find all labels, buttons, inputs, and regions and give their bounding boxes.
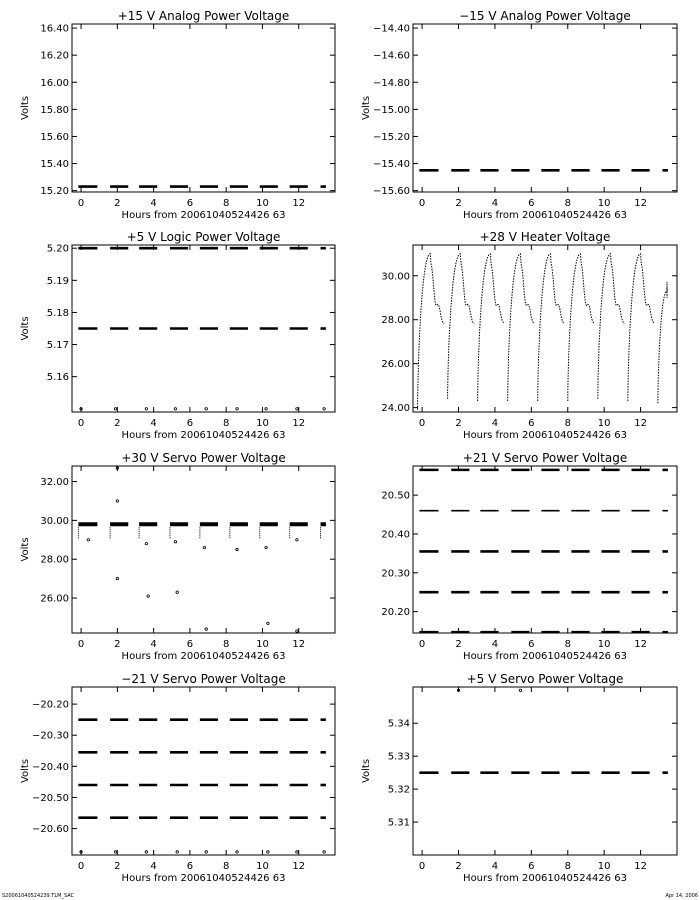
x-tick-label: 2 bbox=[114, 198, 121, 209]
x-tick-label: 4 bbox=[491, 861, 499, 872]
outlier-point bbox=[116, 500, 118, 502]
x-axis-label: Hours from 20061040524426 63 bbox=[121, 651, 286, 662]
x-axis-label: Hours from 20061040524426 63 bbox=[463, 210, 627, 221]
y-tick-label: −15.40 bbox=[372, 159, 410, 171]
x-tick-label: 8 bbox=[564, 418, 571, 429]
y-tick-label: 20.30 bbox=[381, 568, 410, 580]
chart-title: +15 V Analog Power Voltage bbox=[117, 9, 290, 23]
y-tick-label: 20.50 bbox=[381, 490, 410, 502]
y-tick-label: 20.40 bbox=[381, 529, 410, 541]
plot-frame bbox=[72, 24, 335, 192]
outlier-point bbox=[176, 591, 178, 593]
x-tick-label: 0 bbox=[418, 198, 426, 209]
heater-cycle-trace bbox=[598, 254, 624, 399]
y-tick-label: −15.20 bbox=[372, 131, 410, 143]
x-tick-label: 10 bbox=[256, 198, 269, 209]
y-tick-label: 5.20 bbox=[46, 243, 69, 255]
x-tick-label: 6 bbox=[528, 418, 535, 429]
x-tick-label: 10 bbox=[597, 198, 611, 209]
chart-panel bbox=[361, 9, 677, 221]
y-axis-label: Volts bbox=[20, 95, 31, 121]
y-tick-label: 5.33 bbox=[387, 751, 410, 763]
heater-cycle-trace bbox=[508, 254, 534, 401]
chart-title: −21 V Servo Power Voltage bbox=[121, 672, 286, 686]
chart-title: +30 V Servo Power Voltage bbox=[121, 451, 286, 465]
y-tick-label: −20.20 bbox=[31, 699, 69, 711]
x-tick-label: 8 bbox=[564, 198, 571, 209]
outlier-point bbox=[296, 851, 298, 853]
chart-panel bbox=[361, 672, 677, 884]
outlier-point bbox=[145, 542, 147, 544]
outlier-point bbox=[145, 408, 147, 410]
outlier-point bbox=[323, 851, 325, 853]
outlier-point bbox=[267, 851, 269, 853]
chart-panel bbox=[20, 230, 335, 441]
y-tick-label: 5.19 bbox=[46, 275, 69, 287]
outlier-point bbox=[116, 577, 118, 579]
y-tick-label: 28.00 bbox=[40, 554, 69, 566]
y-tick-label: −20.50 bbox=[31, 792, 69, 804]
x-tick-label: 12 bbox=[292, 198, 306, 209]
x-tick-label: 0 bbox=[418, 639, 426, 650]
heater-cycle-trace bbox=[658, 282, 667, 403]
x-tick-label: 4 bbox=[491, 639, 499, 650]
y-tick-label: −14.80 bbox=[372, 77, 410, 89]
y-tick-label: −15.60 bbox=[372, 186, 410, 198]
y-tick-label: 30.00 bbox=[40, 515, 69, 527]
y-tick-label: 5.17 bbox=[46, 340, 69, 352]
x-tick-label: 4 bbox=[150, 861, 157, 872]
x-tick-label: 10 bbox=[597, 639, 611, 650]
x-tick-label: 0 bbox=[77, 418, 85, 429]
footer-date: Apr 14, 2006 bbox=[665, 893, 698, 899]
x-tick-label: 8 bbox=[564, 639, 571, 650]
x-tick-label: 0 bbox=[77, 639, 85, 650]
chart-panel bbox=[381, 230, 677, 441]
x-tick-label: 0 bbox=[77, 861, 85, 872]
y-tick-label: 32.00 bbox=[40, 477, 69, 489]
x-tick-label: 12 bbox=[634, 198, 647, 209]
x-axis-label: Hours from 20061040524426 63 bbox=[463, 651, 627, 662]
y-tick-label: 5.16 bbox=[46, 372, 69, 384]
outlier-point bbox=[114, 408, 116, 410]
outlier-point bbox=[296, 539, 298, 541]
chart-panel bbox=[20, 451, 335, 662]
x-tick-label: 10 bbox=[256, 639, 269, 650]
plot-frame bbox=[72, 687, 335, 855]
y-axis-label: Volts bbox=[20, 537, 31, 562]
heater-cycle-trace bbox=[448, 254, 474, 399]
y-axis-label: Volts bbox=[20, 316, 31, 341]
y-tick-label: 24.00 bbox=[381, 403, 410, 415]
outlier-point bbox=[267, 622, 269, 624]
chart-panel bbox=[381, 451, 677, 662]
x-axis-label: Hours from 20061040524426 63 bbox=[121, 210, 286, 221]
y-tick-label: −20.30 bbox=[31, 730, 69, 742]
y-tick-label: 15.60 bbox=[40, 131, 69, 143]
x-tick-label: 6 bbox=[186, 639, 194, 650]
y-tick-label: 5.34 bbox=[387, 718, 410, 730]
heater-cycle-trace bbox=[628, 254, 654, 401]
outlier-point bbox=[519, 689, 521, 691]
outlier-point bbox=[176, 851, 178, 853]
x-axis-label: Hours from 20061040524426 63 bbox=[463, 430, 627, 441]
x-tick-label: 4 bbox=[150, 198, 157, 209]
heater-cycle-trace bbox=[418, 254, 444, 410]
outlier-point bbox=[114, 851, 116, 853]
y-tick-label: 16.20 bbox=[40, 50, 69, 62]
y-axis-label: Volts bbox=[361, 95, 372, 121]
x-tick-label: 6 bbox=[186, 861, 194, 872]
y-tick-label: −20.40 bbox=[31, 761, 69, 773]
chart-title: +5 V Servo Power Voltage bbox=[466, 672, 624, 686]
outlier-point bbox=[87, 539, 89, 541]
x-tick-label: 0 bbox=[418, 418, 426, 429]
x-tick-label: 12 bbox=[634, 861, 647, 872]
outlier-point bbox=[147, 595, 149, 597]
outlier-point bbox=[236, 851, 238, 853]
y-tick-label: 15.20 bbox=[40, 186, 69, 198]
x-tick-label: 10 bbox=[597, 418, 611, 429]
y-tick-label: 16.00 bbox=[40, 77, 69, 89]
chart-title: +28 V Heater Voltage bbox=[479, 230, 611, 244]
plot-frame bbox=[413, 245, 677, 412]
plot-frame bbox=[413, 687, 677, 855]
heater-cycle-trace bbox=[478, 254, 504, 401]
x-tick-label: 2 bbox=[114, 418, 121, 429]
footer-source-file: S20061040524239.TLM_SAC bbox=[2, 893, 75, 899]
x-tick-label: 12 bbox=[634, 418, 647, 429]
y-axis-label: Volts bbox=[20, 758, 31, 784]
x-tick-label: 6 bbox=[186, 198, 194, 209]
y-axis-label: Volts bbox=[361, 758, 372, 784]
x-tick-label: 2 bbox=[455, 639, 462, 650]
y-tick-label: −15.00 bbox=[372, 104, 410, 116]
x-tick-label: 12 bbox=[292, 639, 306, 650]
x-tick-label: 4 bbox=[491, 418, 499, 429]
outlier-point bbox=[174, 541, 176, 543]
x-tick-label: 8 bbox=[222, 198, 230, 209]
x-tick-label: 10 bbox=[256, 418, 269, 429]
outlier-point bbox=[145, 851, 147, 853]
chart-panel bbox=[20, 672, 335, 884]
plot-frame bbox=[413, 24, 677, 192]
x-tick-label: 4 bbox=[491, 198, 499, 209]
y-tick-label: 28.00 bbox=[381, 315, 410, 327]
outlier-point bbox=[205, 851, 207, 853]
y-tick-label: 5.31 bbox=[387, 817, 410, 829]
chart-title: +5 V Logic Power Voltage bbox=[126, 230, 281, 244]
x-tick-label: 8 bbox=[222, 418, 230, 429]
y-tick-label: 30.00 bbox=[381, 271, 410, 283]
y-tick-label: 15.80 bbox=[40, 104, 69, 116]
plot-frame bbox=[413, 466, 677, 633]
y-tick-label: 5.32 bbox=[387, 784, 410, 796]
outlier-point bbox=[265, 408, 267, 410]
y-tick-label: −14.60 bbox=[372, 50, 410, 62]
outlier-point bbox=[205, 628, 207, 630]
y-tick-label: 26.00 bbox=[40, 593, 69, 605]
outlier-point bbox=[265, 546, 267, 548]
chart-title: −15 V Analog Power Voltage bbox=[459, 9, 631, 23]
chart-panel bbox=[20, 9, 335, 221]
x-tick-label: 2 bbox=[455, 418, 462, 429]
x-tick-label: 6 bbox=[528, 639, 535, 650]
x-tick-label: 0 bbox=[77, 198, 85, 209]
outlier-point bbox=[323, 408, 325, 410]
plot-frame bbox=[72, 466, 335, 633]
x-tick-label: 8 bbox=[222, 861, 230, 872]
x-tick-label: 2 bbox=[455, 861, 462, 872]
x-tick-label: 12 bbox=[292, 418, 306, 429]
x-tick-label: 12 bbox=[292, 861, 306, 872]
x-tick-label: 2 bbox=[114, 639, 121, 650]
x-axis-label: Hours from 20061040524426 63 bbox=[121, 430, 286, 441]
x-axis-label: Hours from 20061040524426 63 bbox=[121, 873, 286, 884]
outlier-point bbox=[236, 548, 238, 550]
x-tick-label: 12 bbox=[634, 639, 647, 650]
y-tick-label: −20.60 bbox=[31, 824, 69, 836]
x-tick-label: 6 bbox=[528, 198, 535, 209]
chart-title: +21 V Servo Power Voltage bbox=[462, 451, 628, 465]
y-tick-label: 16.40 bbox=[40, 23, 69, 35]
x-tick-label: 10 bbox=[597, 861, 611, 872]
outlier-point bbox=[205, 408, 207, 410]
outlier-point bbox=[174, 408, 176, 410]
x-tick-label: 6 bbox=[186, 418, 194, 429]
x-tick-label: 0 bbox=[418, 861, 426, 872]
heater-cycle-trace bbox=[538, 254, 564, 401]
x-tick-label: 2 bbox=[455, 198, 462, 209]
x-axis-label: Hours from 20061040524426 63 bbox=[463, 873, 627, 884]
outlier-point bbox=[296, 408, 298, 410]
x-tick-label: 2 bbox=[114, 861, 121, 872]
outlier-point bbox=[203, 546, 205, 548]
x-tick-label: 8 bbox=[564, 861, 571, 872]
x-tick-label: 4 bbox=[150, 639, 157, 650]
y-tick-label: −14.40 bbox=[372, 23, 410, 35]
outlier-point bbox=[236, 408, 238, 410]
y-tick-label: 26.00 bbox=[381, 359, 410, 371]
x-tick-label: 8 bbox=[222, 639, 230, 650]
y-tick-label: 20.20 bbox=[381, 607, 410, 619]
x-tick-label: 6 bbox=[528, 861, 535, 872]
y-tick-label: 15.40 bbox=[40, 159, 69, 171]
x-tick-label: 4 bbox=[150, 418, 157, 429]
heater-cycle-trace bbox=[568, 254, 594, 401]
outlier-point bbox=[296, 630, 298, 632]
y-tick-label: 5.18 bbox=[46, 307, 69, 319]
x-tick-label: 10 bbox=[256, 861, 269, 872]
